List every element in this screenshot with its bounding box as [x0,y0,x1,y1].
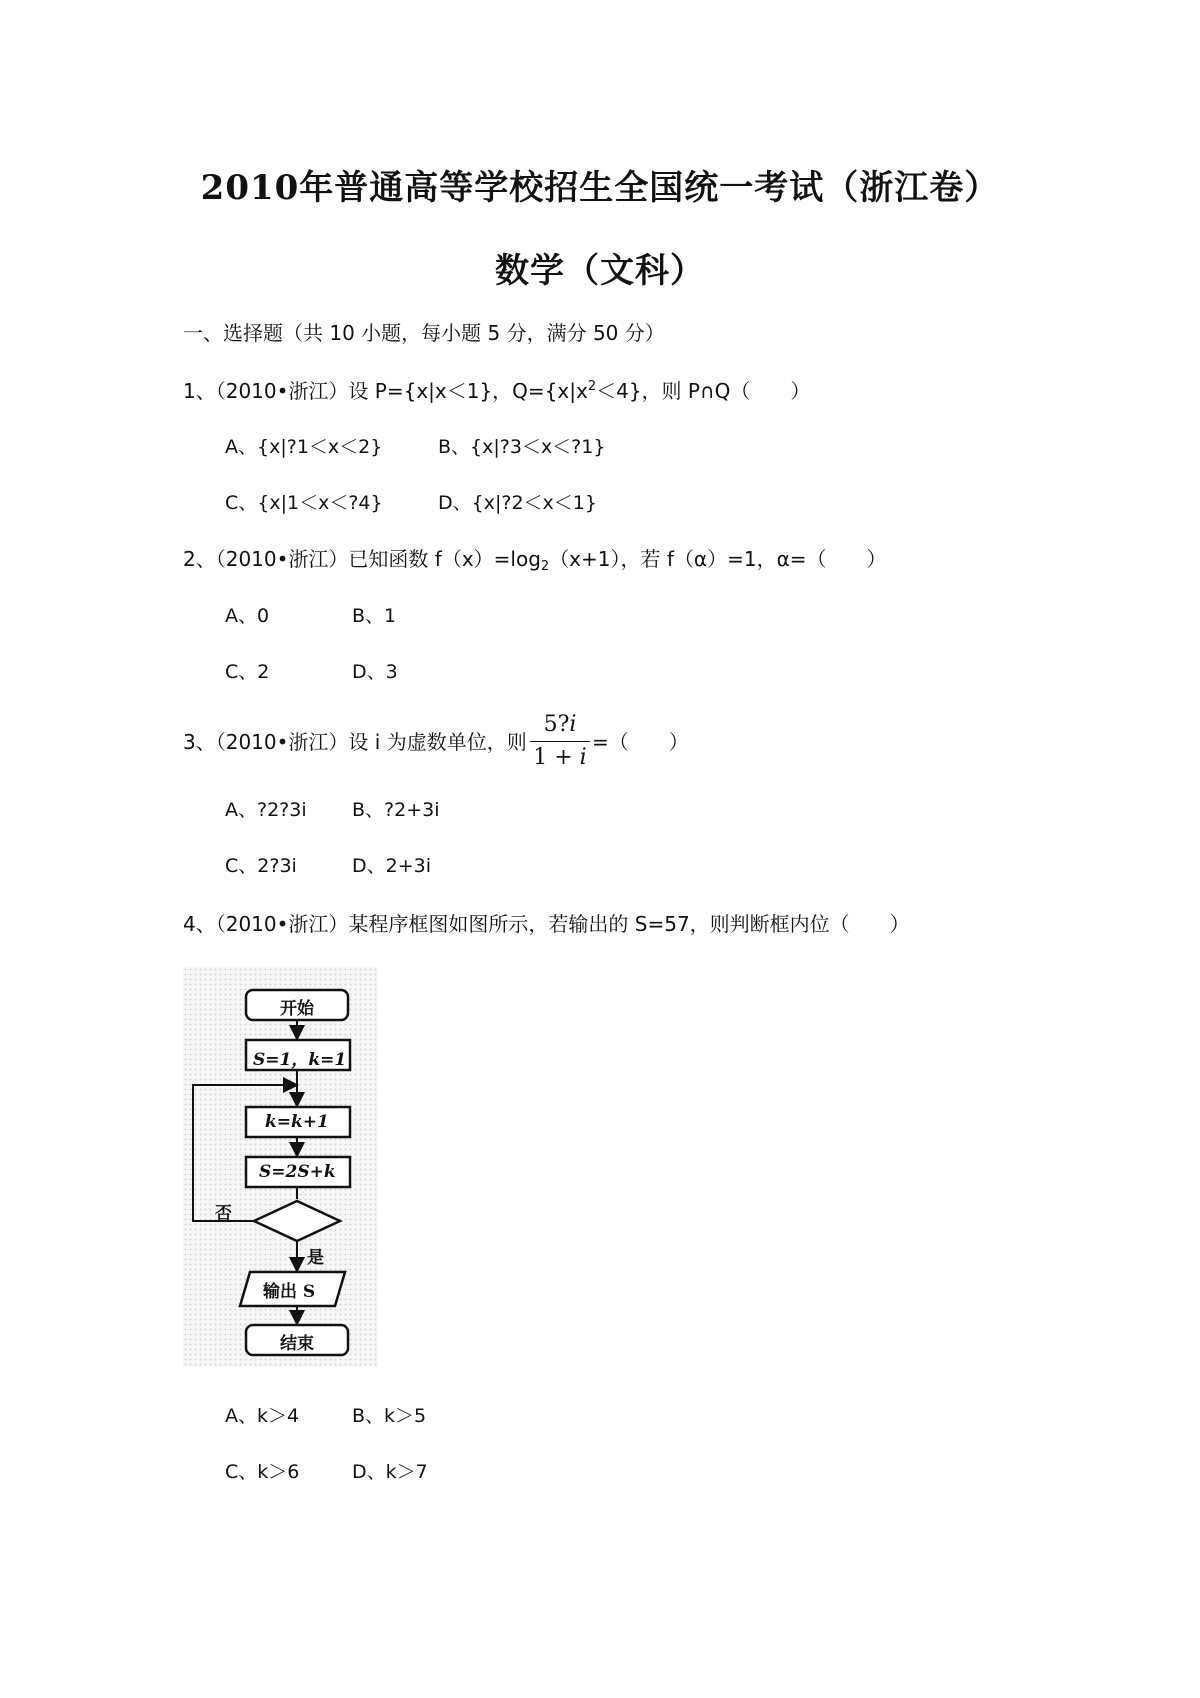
question-2-stem [183,546,887,572]
exam-subtitle: 数学（文科） [495,251,705,291]
exam-title: 2010年普通高等学校招生全国统一考试（浙江卷） [200,168,1000,208]
question-3-stem-part-b: =（ ） [592,730,689,754]
question-2-log-base: 2 [540,559,550,574]
question-4-option-d[interactable]: D、k＞7 [352,1461,428,1483]
question-1-stem [183,378,810,404]
question-1-option-d[interactable]: D、{x|?2＜x＜1} [438,492,597,514]
question-4-option-a[interactable]: A、k＞4 [225,1405,300,1427]
question-1-stem-part-b: ＜4}，则 P∩Q（ ） [596,379,811,403]
question-3-fraction-denominator: 1 + 𝑖 [533,745,587,770]
question-4-option-c[interactable]: C、k＞6 [225,1461,300,1483]
question-2-stem-part-b: （x+1），若 f（α）=1，α=（ ） [549,547,887,571]
flow-no-label: 否 [215,1204,232,1224]
question-3-option-a[interactable]: A、?2?3i [225,799,307,821]
question-2-option-b[interactable]: B、1 [352,605,397,627]
flow-init-label: S=1，k=1 [253,1050,347,1070]
question-2-option-a[interactable]: A、0 [225,605,270,627]
section-heading: 一、选择题（共 10 小题，每小题 5 分，满分 50 分） [183,321,665,345]
question-1-stem-part-a: 1、（2010•浙江）设 P={x|x＜1}，Q={x|x [183,379,588,403]
fraction-bar [530,741,590,742]
flow-start-label: 开始 [280,999,314,1019]
question-3-option-c[interactable]: C、2?3i [225,855,297,877]
question-2-option-c[interactable]: C、2 [225,661,270,683]
flow-step1-label: k=k+1 [265,1112,329,1132]
question-3-stem-part-a: 3、（2010•浙江）设 i 为虚数单位，则 [183,730,527,754]
question-4-stem: 4、（2010•浙江）某程序框图如图所示，若输出的 S=57，则判断框内位（ ） [183,912,910,936]
question-1-option-a[interactable]: A、{x|?1＜x＜2} [225,436,383,458]
question-2-option-d[interactable]: D、3 [352,661,398,683]
question-4-option-b[interactable]: B、k＞5 [352,1405,427,1427]
question-1-option-b[interactable]: B、{x|?3＜x＜?1} [438,436,606,458]
flowchart [183,967,378,1367]
question-2-stem-part-a: 2、（2010•浙江）已知函数 f（x）=log [183,547,541,571]
flow-decision-diamond [254,1201,340,1241]
flow-yes-label: 是 [307,1248,324,1268]
question-3-fraction-numerator: 5?𝑖 [543,712,577,737]
question-1-option-c[interactable]: C、{x|1＜x＜?4} [225,492,383,514]
question-3-option-d[interactable]: D、2+3i [352,855,432,877]
question-3-option-b[interactable]: B、?2+3i [352,799,440,821]
question-1-exponent: 2 [587,379,597,394]
flow-output-label: 输出 S [263,1282,316,1302]
flow-step2-label: S=2S+k [259,1162,336,1182]
question-3-fraction [530,710,590,773]
flow-end-label: 结束 [280,1334,314,1354]
